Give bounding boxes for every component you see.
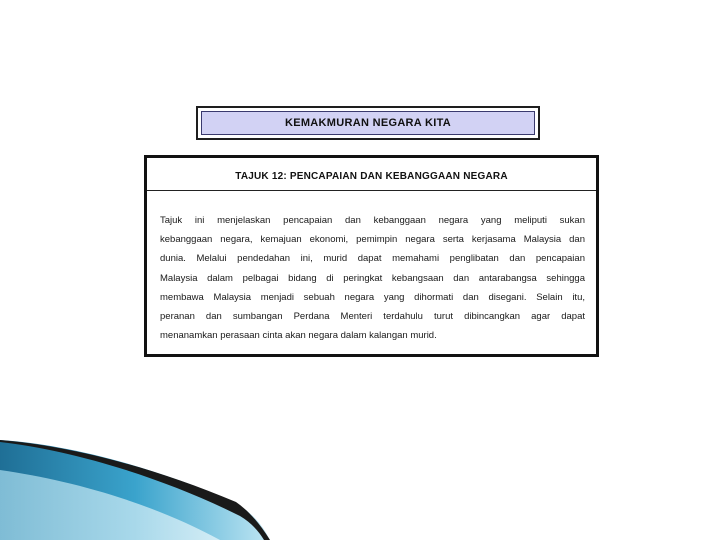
title-box xyxy=(196,106,540,140)
content-line: Tajuk ini menjelaskan pencapaian dan kebanggaan negara yang meliputi sukan xyxy=(160,215,585,226)
content-line: peranan dan sumbangan Perdana Menteri terdahulu turut dibincangkan agar dapat xyxy=(160,311,585,323)
corner-swoosh-decoration xyxy=(0,440,720,540)
content-line: membawa Malaysia menjadi sebuah negara yang dihormati dan disegani. Selain itu, xyxy=(160,291,585,303)
content-line: kebanggaan negara, kemajuan ekonomi, pemimpin negara serta kerjasama Malaysia dan xyxy=(160,234,585,246)
title-inner-panel xyxy=(201,111,535,135)
content-line: dunia. Melalui pendedahan ini, murid dapat memahami penglibatan dan pencapaian xyxy=(160,253,585,265)
content-body xyxy=(160,211,585,345)
content-box xyxy=(144,155,599,357)
content-header: TAJUK 12: PENCAPAIAN DAN KEBANGGAAN NEGARA xyxy=(147,158,596,191)
content-line: Malaysia dalam pelbagai bidang di peringkat kebangsaan dan antarabangsa sehingga xyxy=(160,272,585,284)
content-line: menanamkan perasaan cinta akan negara dalam kalangan murid. xyxy=(160,330,437,342)
title-text: KEMAKMURAN NEGARA KITA xyxy=(284,117,452,129)
